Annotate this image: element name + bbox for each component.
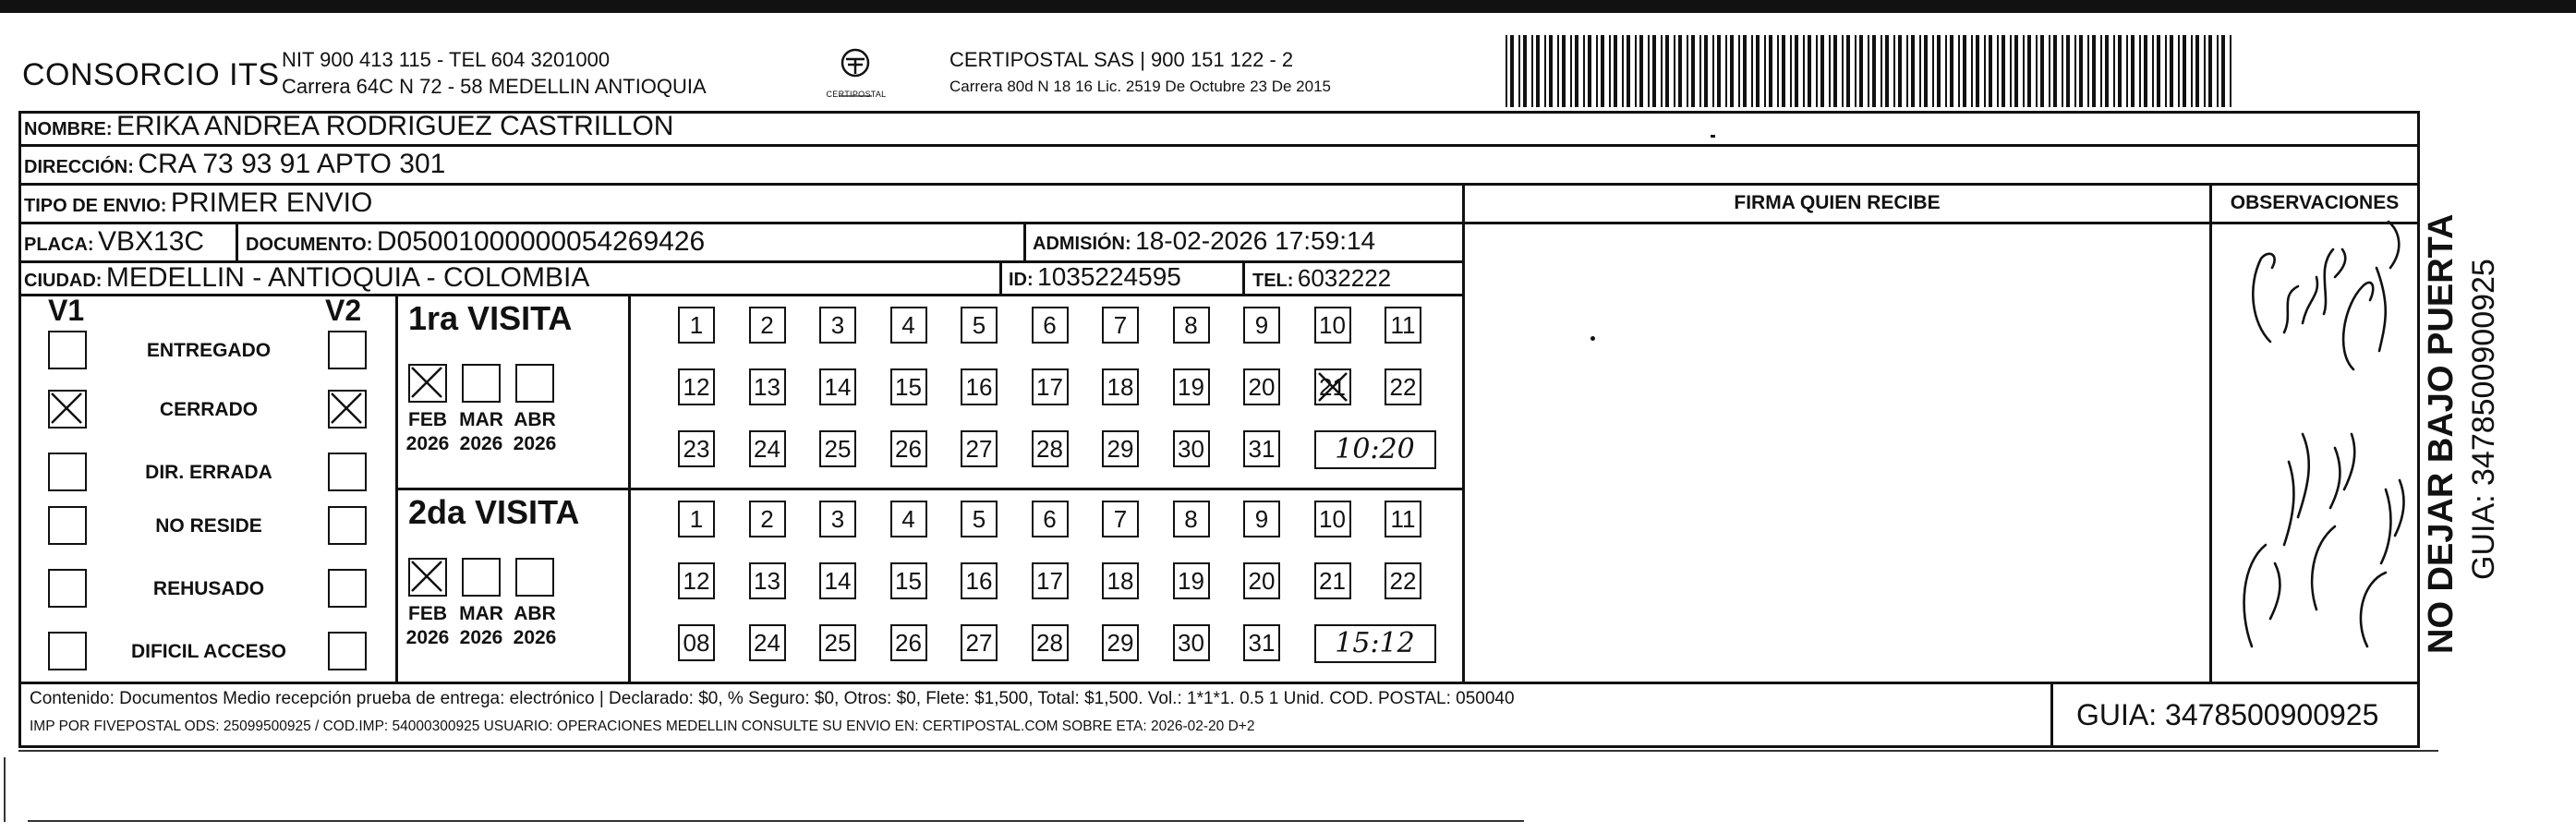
bottom-edge-line [28,820,1524,822]
barcode-bar [1691,35,1695,107]
column-divider [2209,183,2212,683]
barcode-bar [2014,35,2018,107]
barcode-bar [1588,35,1591,107]
direccion-label: DIRECCIÓN: [24,157,134,177]
month-label [403,408,453,456]
month-checkbox[interactable] [515,558,554,597]
barcode-bar [2092,35,2096,107]
company-address-line: Carrera 64C N 72 - 58 MEDELLIN ANTIOQUIA [282,75,707,98]
month-checkbox[interactable] [408,364,447,403]
month-year: 2026 [513,433,557,454]
status-label: CERRADO [159,399,259,420]
month-checkbox[interactable] [462,558,501,597]
day-box[interactable]: 2 [749,501,786,537]
row-divider [18,183,2420,186]
handwritten-observation-icon [2215,212,2418,674]
barcode-bar [1596,35,1598,107]
barcode-bar [1570,35,1572,107]
month-label [510,602,560,650]
v2-header: V2 [325,294,362,327]
day-box[interactable]: 1 [678,501,715,537]
placa-label: PLACA: [24,235,94,255]
day-box[interactable]: 21 [1314,562,1351,599]
barcode-bar [1717,35,1721,107]
v1-checkbox[interactable] [48,453,87,491]
barcode-bar [1846,35,1850,107]
status-label: DIFICIL ACCESO [130,641,286,662]
v2-checkbox[interactable] [328,331,367,369]
side-guia-text: GUIA: 3478500900925 [2466,259,2501,580]
barcode-bar [2230,35,2231,107]
barcode-bar [1868,35,1869,107]
day-box[interactable]: 28 [1032,430,1069,467]
day-box[interactable]: 31 [1243,624,1280,661]
stray-mark [1711,135,1715,138]
day-box[interactable]: 4 [890,501,927,537]
day-box[interactable]: 23 [678,430,715,467]
barcode-bar [1911,35,1915,107]
status-label: NO RESIDE [155,515,262,537]
barcode-bar [1648,35,1650,107]
day-box[interactable]: 30 [1173,624,1210,661]
v2-checkbox[interactable] [328,453,367,491]
barcode-bar [1665,35,1669,107]
barcode-bar [1510,35,1514,107]
barcode-bar [1795,35,1798,107]
day-box[interactable]: 30 [1173,430,1210,467]
documento-value: D05001000000054269426 [376,226,706,257]
month-name: FEB [408,603,447,624]
v1-checkbox[interactable] [48,331,87,369]
day-box[interactable]: 25 [819,430,856,467]
barcode-bar [1833,35,1837,107]
barcode-bar [1893,35,1895,107]
barcode-bar [1919,35,1921,107]
barcode-bar [1661,35,1663,107]
barcode-bar [2049,35,2050,107]
barcode-bar [1842,35,1844,107]
admision-value: 18-02-2026 17:59:14 [1135,226,1376,255]
barcode-bar [1699,35,1701,107]
direccion-field [24,149,445,180]
ciudad-field [24,262,589,294]
tipo-envio-field [24,187,372,219]
barcode-bar [1639,35,1643,107]
visit-time: 10:20 [1335,433,1415,465]
barcode-bar [1712,35,1714,107]
side-warning-text: NO DEJAR BAJO PUERTA [2422,213,2461,654]
day-box[interactable]: 16 [961,562,998,599]
barcode-bar [1881,35,1882,107]
day-box[interactable]: 29 [1102,430,1139,467]
barcode-bar [2087,35,2089,107]
month-checkbox[interactable] [408,558,447,597]
v1-checkbox[interactable] [48,632,87,670]
day-box[interactable]: 21 [1314,368,1351,405]
barcode-bar [1872,35,1876,107]
v2-checkbox[interactable] [328,390,367,429]
day-box[interactable]: 14 [819,368,856,405]
day-box[interactable]: 16 [961,368,998,405]
barcode-bar [2062,35,2063,107]
day-box[interactable]: 15 [890,562,927,599]
day-box[interactable]: 08 [678,624,715,661]
barcode-bar [1855,35,1856,107]
id-label: ID: [1009,270,1034,290]
barcode-bar [1562,35,1566,107]
barcode-bar [1937,35,1941,107]
nombre-value: ERIKA ANDREA RODRIGUEZ CASTRILLON [116,111,674,141]
column-divider [1462,183,1465,683]
day-box[interactable]: 7 [1102,307,1139,344]
barcode-bar [2113,35,2115,107]
barcode-bar [2027,35,2031,107]
day-box[interactable]: 13 [749,562,786,599]
day-box[interactable]: 27 [961,430,998,467]
barcode-bar [1687,35,1688,107]
barcode-bar [2183,35,2186,107]
visit-title: 1ra VISITA [408,299,573,337]
company-address [282,46,707,100]
month-label [456,408,506,456]
barcode-bar [2221,35,2225,107]
barcode-bar [2195,35,2199,107]
barcode-bar [2178,35,2180,107]
top-edge-bar [0,0,2576,13]
month-year: 2026 [459,627,503,648]
barcode-bar [1518,35,1520,107]
barcode-bar [1989,35,1992,107]
cell-divider [999,260,1002,296]
company-name: CONSORCIO ITS [22,57,280,92]
placa-field [24,226,204,258]
firma-header: FIRMA QUIEN RECIBE [1734,192,1941,213]
barcode-bar [2131,35,2135,107]
admision-field [1033,226,1375,256]
logo-caption: CERTIPOSTAL [826,90,887,99]
documento-label: DOCUMENTO: [246,235,373,255]
visit-time-box[interactable] [1314,430,1436,469]
barcode-bar [2036,35,2038,107]
barcode-bar [1743,35,1747,107]
certipostal-info [949,46,1331,100]
month-name: MAR [459,409,503,430]
v1-header: V1 [48,294,85,327]
barcode-bar [1777,35,1779,107]
day-box[interactable]: 3 [819,501,856,537]
month-checkbox[interactable] [515,364,554,403]
tipo-envio-label: TIPO DE ENVIO: [24,196,167,216]
v1-checkbox[interactable] [48,506,87,545]
barcode-bar [1764,35,1766,107]
day-box[interactable]: 5 [961,501,998,537]
barcode-bar [2066,35,2070,107]
day-box[interactable]: 9 [1243,307,1280,344]
day-box[interactable]: 17 [1032,368,1069,405]
barcode-bar [1609,35,1611,107]
barcode-bar [1820,35,1824,107]
month-checkbox[interactable] [462,364,501,403]
day-box[interactable]: 19 [1173,368,1210,405]
ciudad-value: MEDELLIN - ANTIOQUIA - COLOMBIA [105,262,590,293]
cell-divider [1242,260,1245,296]
documento-field [246,226,705,258]
barcode-bar [2165,35,2167,107]
barcode-bar [2170,35,2173,107]
day-box[interactable]: 11 [1385,307,1421,344]
day-box[interactable]: 12 [678,368,715,405]
barcode-bar [1536,35,1540,107]
status-label: REHUSADO [152,578,265,599]
day-box[interactable]: 9 [1243,501,1280,537]
day-box[interactable]: 2 [749,307,786,344]
barcode-bar [1635,35,1637,107]
month-name: ABR [514,603,556,624]
barcode-bar [1557,35,1559,107]
barcode-bar [1531,35,1533,107]
barcode-bar [1523,35,1527,107]
barcode-bar [1976,35,1979,107]
day-box[interactable]: 3 [819,307,856,344]
v1-checkbox[interactable] [48,390,87,429]
barcode-bar [1738,35,1740,107]
day-box[interactable]: 15 [890,368,927,405]
barcode-bar [1725,35,1727,107]
barcode-bar [2074,35,2076,107]
observaciones-header: OBSERVACIONES [2230,192,2400,213]
direccion-value: CRA 73 93 91 APTO 301 [138,149,446,179]
day-box[interactable]: 13 [749,368,786,405]
month-label [403,602,453,650]
tipo-envio-value: PRIMER ENVIO [170,187,373,218]
month-day-divider [628,294,631,683]
barcode-bar [1756,35,1760,107]
day-box[interactable]: 12 [678,562,715,599]
barcode-bar [1898,35,1902,107]
barcode-bar [2152,35,2154,107]
barcode-bar [1950,35,1953,107]
row-divider [18,222,2420,224]
barcode-bar [1549,35,1553,107]
day-box[interactable]: 20 [1243,368,1280,405]
month-year: 2026 [459,433,503,454]
barcode-bar [1751,35,1753,107]
barcode-bar [1704,35,1708,107]
barcode-bar [1506,35,1507,107]
day-box[interactable]: 24 [749,624,786,661]
left-edge-line [4,757,6,822]
day-box[interactable]: 28 [1032,624,1069,661]
company-nit-line: NIT 900 413 115 - TEL 604 3201000 [282,48,611,71]
barcode-bar [2010,35,2012,107]
barcode-bar [1803,35,1805,107]
row-divider [18,144,2420,147]
ciudad-label: CIUDAD: [24,271,103,291]
day-box[interactable]: 22 [1385,368,1421,405]
day-box[interactable]: 26 [890,430,927,467]
day-box[interactable]: 10 [1314,501,1351,537]
day-box[interactable]: 24 [749,430,786,467]
barcode-bar [2118,35,2122,107]
barcode-bar [1544,35,1546,107]
row-divider [18,294,1464,296]
barcode-bar [1885,35,1889,107]
signature-dot [1590,336,1595,341]
day-box[interactable]: 11 [1385,501,1421,537]
barcode-bar [2204,35,2206,107]
visit-title: 2da VISITA [408,493,580,531]
cell-divider [1023,222,1026,262]
day-box[interactable]: 19 [1173,562,1210,599]
barcode-bar [2040,35,2044,107]
month-label [510,408,560,456]
id-value: 1035224595 [1037,262,1181,291]
barcode-bar [2157,35,2160,107]
nombre-label: NOMBRE: [24,119,113,139]
day-box[interactable]: 18 [1102,562,1139,599]
day-box[interactable]: 26 [890,624,927,661]
barcode [1506,35,2235,107]
status-label: DIR. ERRADA [145,462,272,483]
day-box[interactable]: 7 [1102,501,1139,537]
barcode-bar [1678,35,1682,107]
bottom-edge-line [18,750,2438,752]
barcode-bar [1808,35,1811,107]
day-box[interactable]: 6 [1032,501,1069,537]
footer-cell-divider [2050,682,2053,748]
month-year: 2026 [405,627,450,648]
footer-contenido: Contenido: Documentos Medio recepción prueba de entrega: electrónico | Declarado: $0, % Seguro: $0, Otros: $0, Flete: $1,500, Total: $1,500. Vol.: 1*1*1. 0.5 1 Unid. COD. POSTAL: 050040 [30,689,1515,708]
barcode-bar [1601,35,1604,107]
day-box[interactable]: 1 [678,307,715,344]
day-box[interactable]: 8 [1173,307,1210,344]
day-box[interactable]: 27 [961,624,998,661]
barcode-bar [1614,35,1617,107]
footer-divider [18,682,2420,684]
day-box[interactable]: 22 [1385,562,1421,599]
barcode-bar [2079,35,2083,107]
barcode-bar [1829,35,1831,107]
tel-field [1252,264,1391,293]
id-field [1009,262,1181,292]
day-box[interactable]: 17 [1032,562,1069,599]
barcode-bar [1859,35,1863,107]
barcode-bar [2191,35,2193,107]
placa-value: VBX13C [98,226,205,257]
month-year: 2026 [513,627,557,648]
barcode-bar [1906,35,1908,107]
nombre-field [24,111,673,142]
barcode-bar [1622,35,1624,107]
month-label [456,602,506,650]
barcode-bar [1958,35,1960,107]
barcode-bar [2217,35,2219,107]
barcode-bar [1997,35,1999,107]
day-box[interactable]: 10 [1314,307,1351,344]
status-visit-divider [395,294,398,683]
barcode-bar [1652,35,1656,107]
barcode-bar [1816,35,1818,107]
v2-checkbox[interactable] [328,506,367,545]
visit-divider [395,488,1464,490]
barcode-bar [1627,35,1630,107]
footer-guia: GUIA: 3478500900925 [2076,698,2379,731]
barcode-bar [2023,35,2025,107]
v2-checkbox[interactable] [328,632,367,670]
barcode-bar [1782,35,1785,107]
barcode-bar [2100,35,2102,107]
barcode-bar [1575,35,1578,107]
barcode-bar [1583,35,1585,107]
barcode-bar [1790,35,1792,107]
v2-checkbox[interactable] [328,569,367,608]
day-box[interactable]: 5 [961,307,998,344]
barcode-bar [2139,35,2141,107]
tel-label: TEL: [1252,271,1294,291]
certipostal-name-line: CERTIPOSTAL SAS | 900 151 122 - 2 [949,48,1294,71]
barcode-bar [2126,35,2128,107]
footer-imp-line: IMP POR FIVEPOSTAL ODS: 25099500925 / COD.IMP: 54000300925 USUARIO: OPERACIONES MEDELLIN CONSULTE SU ENVIO EN: CERTIPOSTAL.COM SOBRE ETA: 2026-02-20 D+2 [30,718,1255,734]
barcode-bar [2208,35,2212,107]
day-box[interactable]: 31 [1243,430,1280,467]
status-label: ENTREGADO [146,340,272,361]
barcode-bar [2002,35,2005,107]
admision-label: ADMISIÓN: [1033,234,1131,254]
barcode-bar [1984,35,1986,107]
day-box[interactable]: 8 [1173,501,1210,537]
tel-value: 6032222 [1297,264,1392,292]
day-cross-mark [1315,369,1350,404]
barcode-bar [1945,35,1947,107]
day-box[interactable]: 29 [1102,624,1139,661]
certipostal-license-line: Carrera 80d N 18 16 Lic. 2519 De Octubre 23 De 2015 [949,78,1331,95]
day-box[interactable]: 20 [1243,562,1280,599]
month-name: MAR [459,603,503,624]
day-box[interactable]: 6 [1032,307,1069,344]
v1-checkbox[interactable] [48,569,87,608]
barcode-bar [2053,35,2057,107]
barcode-bar [1674,35,1675,107]
month-name: FEB [408,409,447,430]
cell-divider [236,222,238,262]
day-box[interactable]: 14 [819,562,856,599]
visit-time-box[interactable] [1314,624,1436,663]
day-box[interactable]: 18 [1102,368,1139,405]
month-name: ABR [514,409,556,430]
visit-time: 15:12 [1335,627,1415,659]
barcode-bar [1730,35,1734,107]
month-year: 2026 [405,433,450,454]
barcode-bar [2105,35,2109,107]
barcode-bar [1963,35,1966,107]
barcode-bar [1971,35,1973,107]
barcode-bar [2144,35,2147,107]
barcode-bar [1769,35,1772,107]
day-box[interactable]: 4 [890,307,927,344]
day-box[interactable]: 25 [819,624,856,661]
barcode-bar [1932,35,1934,107]
barcode-bar [1924,35,1928,107]
